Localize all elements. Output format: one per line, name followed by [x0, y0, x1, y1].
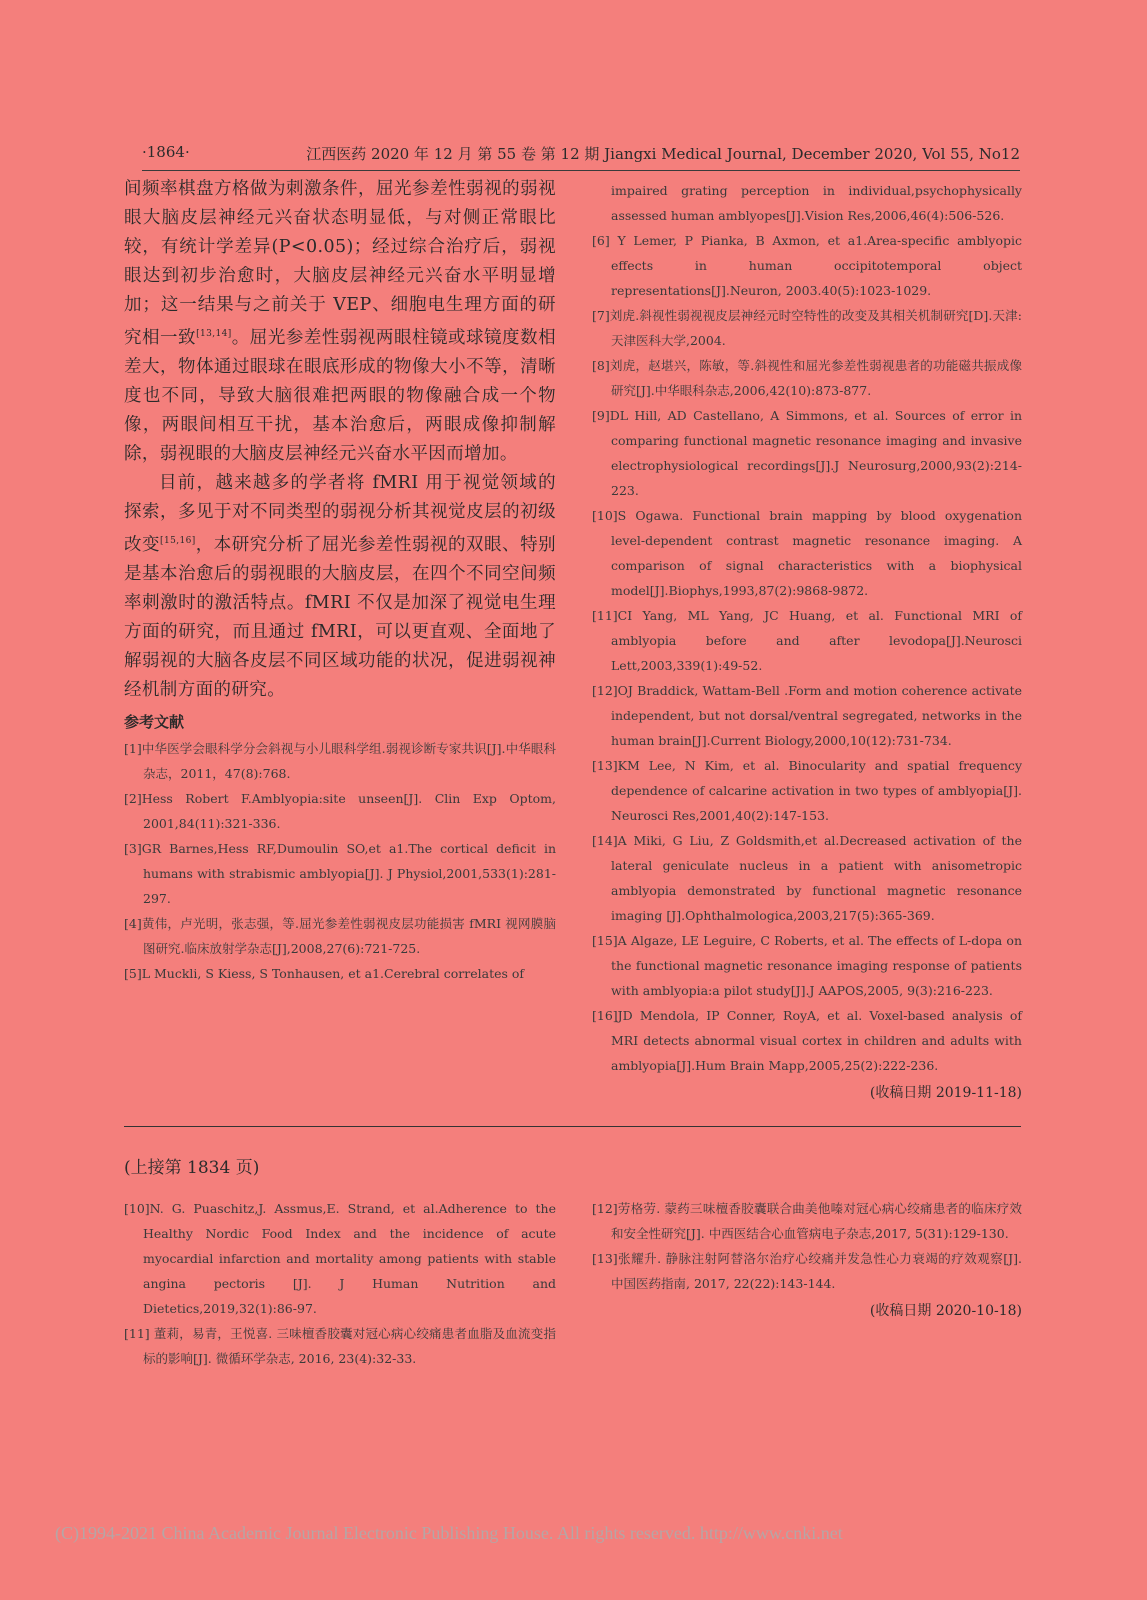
reference-item: [15]A Algaze, LE Leguire, C Roberts, et al. The effects of L-dopa on the functional magnetic resonance imaging response of patients with amblyopia:a pilot study[J].J AAPOS,2005, 9(3):216-223. — [592, 933, 1022, 998]
reference-item: [13]张耀升. 静脉注射阿替洛尔治疗心绞痛并发急性心力衰竭的疗效观察[J]. 中国医药指南, 2017, 22(22):143-144. — [592, 1251, 1022, 1291]
section-divider — [124, 1126, 1021, 1127]
continued-from-note: (上接第 1834 页) — [124, 1158, 260, 1178]
references-heading: 参考文献 — [124, 712, 185, 731]
reference-item: [10]S Ogawa. Functional brain mapping by blood oxygenation level-dependent contrast magnetic resonance imaging. A comparison of signal characteristics with a biophysical model[J].Biophys,1993,87(2):9868-9872. — [592, 508, 1022, 598]
journal-info: 江西医药 2020 年 12 月 第 55 卷 第 12 期 Jiangxi Medical Journal, December 2020, Vol 55, No12 — [306, 145, 1020, 163]
reference-item: [16]JD Mendola, IP Conner, RoyA, et al. Voxel-based analysis of MRI detects abnormal visual cortex in children and adults with amblyopia[J].Hum Brain Mapp,2005,25(2):222-236. — [592, 1008, 1022, 1073]
left-column — [124, 175, 556, 986]
reference-item: [5]L Muckli, S Kiess, S Tonhausen, et a1.Cerebral correlates of — [124, 965, 525, 981]
reference-item: [10]N. G. Puaschitz,J. Assmus,E. Strand, et al.Adherence to the Healthy Nordic Food Index and the incidence of acute myocardial infarction and mortality among patients with stable angina pectoris [J]. J Human Nutrition and Dietetics,2019,32(1):86-97. — [124, 1201, 556, 1316]
reference-item: [7]刘虎.斜视性弱视视皮层神经元时空特性的改变及其相关机制研究[D].天津:天津医科大学,2004. — [592, 308, 1022, 348]
reference-item: [12]劳格劳. 蒙药三味檀香胶囊联合曲美他嗪对冠心病心绞痛患者的临床疗效和安全性研究[J]. 中西医结合心血管病电子杂志,2017, 5(31):129-130. — [592, 1201, 1022, 1241]
para2-tail-text: ，本研究分析了屈光参差性弱视的双眼、特别是基本治愈后的弱视眼的大脑皮层，在四个不同空间频率刺激时的激活特点。fMRI 不仅是加深了视觉电生理方面的研究，而且通过 fMRI，可以更直观、全面地了解弱视的大脑各皮层不同区域功能的状况，促进弱视神经机制方面的研究。 — [124, 534, 556, 700]
body-paragraph-1 — [124, 175, 556, 469]
reference-item: [6] Y Lemer, P Pianka, B Axmon, et a1.Area-specific amblyopic effects in human occipitotemporal object representations[J].Neuron, 2003.40(5):1023-1029. — [592, 233, 1022, 298]
para2-text: 目前，越来越多的学者将 fMRI 用于视觉领域的探索，多见于对不同类型的弱视分析其视觉皮层的初级改变 — [124, 472, 556, 555]
received-date: (收稿日期 2020-10-18) — [869, 1303, 1022, 1319]
reference-item: [9]DL Hill, AD Castellano, A Simmons, et al. Sources of error in comparing functional magnetic resonance imaging and invasive electrophysiological recordings[J].J Neurosurg,2000,93(2):214-223. — [592, 408, 1022, 498]
para1-text: 间频率棋盘方格做为刺激条件，屈光参差性弱视的弱视眼大脑皮层神经元兴奋状态明显低，与对侧正常眼比较，有统计学差异(P<0.05)；经过综合治疗后，弱视眼达到初步治愈时，大脑皮层神经元兴奋水平明显增加；这一结果与之前关于 VEP、细胞电生理方面的研究相一致 — [124, 179, 556, 348]
body-paragraph-2 — [124, 469, 556, 705]
reference-item: [11] 董莉，易青，王悦喜. 三味檀香胶囊对冠心病心绞痛患者血脂及血流变指标的影响[J]. 微循环学杂志, 2016, 23(4):32-33. — [124, 1326, 556, 1366]
bottom-left-column — [124, 1196, 556, 1371]
bottom-right-column — [592, 1196, 1022, 1320]
citation-marker: [15,16] — [160, 535, 196, 546]
right-column — [592, 178, 1022, 1102]
reference-item: [8]刘虎，赵堪兴，陈敏，等.斜视性和屈光参差性弱视患者的功能磁共振成像研究[J].中华眼科杂志,2006,42(10):873-877. — [592, 358, 1022, 398]
para1-tail-text: 。屈光参差性弱视两眼柱镜或球镜度数相差大，物体通过眼球在眼底形成的物像大小不等，清晰度也不同，导致大脑很难把两眼的物像融合成一个物像，两眼间相互干扰，基本治愈后，两眼成像抑制解除，弱视眼的大脑皮层神经元兴奋水平因而增加。 — [124, 327, 556, 464]
received-date: (收稿日期 2019-11-18) — [869, 1085, 1022, 1101]
reference-item: [12]OJ Braddick, Wattam-Bell .Form and motion coherence activate independent, but not dorsal/ventral segregated, networks in the human brain[J].Current Biology,2000,10(12):731-734. — [592, 683, 1022, 748]
citation-marker: [13,14] — [196, 329, 232, 339]
reference-item: [1]中华医学会眼科学分会斜视与小儿眼科学组.弱视诊断专家共识[J].中华眼科杂志，2011，47(8):768. — [124, 740, 556, 781]
copyright-footer: (C)1994-2021 China Academic Journal Electronic Publishing House. All rights reserved. http://www.cnki.net — [55, 1523, 843, 1543]
reference-item: [3]GR Barnes,Hess RF,Dumoulin SO,et a1.The cortical deficit in humans with strabismic amblyopia[J]. J Physiol,2001,533(1):281-297. — [124, 840, 556, 906]
running-header — [142, 143, 1020, 171]
reference-item: [14]A Miki, G Liu, Z Goldsmith,et al.Decreased activation of the lateral geniculate nucleus in a patient with anisometropic amblyopia demonstrated by functional magnetic resonance imaging [J].Ophthalmologica,2003,217(5):365-369. — [592, 833, 1022, 923]
reference-item: [4]黄伟，卢光明，张志强，等.屈光参差性弱视皮层功能损害 fMRI 视网膜脑图研究.临床放射学杂志[J],2008,27(6):721-725. — [124, 915, 556, 956]
reference-continuation: impaired grating perception in individual,psychophysically assessed human amblyopes[J].Vision Res,2006,46(4):506-526. — [611, 183, 1022, 223]
page-number: ·1864· — [142, 143, 190, 161]
reference-item: [11]CI Yang, ML Yang, JC Huang, et al. Functional MRI of amblyopia before and after levodopa[J].Neurosci Lett,2003,339(1):49-52. — [592, 608, 1022, 673]
reference-item: [13]KM Lee, N Kim, et al. Binocularity and spatial frequency dependence of calcarine activation in two types of amblyopia[J]. Neurosci Res,2001,40(2):147-153. — [592, 758, 1022, 823]
reference-item: [2]Hess Robert F.Amblyopia:site unseen[J]. Clin Exp Optom, 2001,84(11):321-336. — [124, 790, 556, 831]
